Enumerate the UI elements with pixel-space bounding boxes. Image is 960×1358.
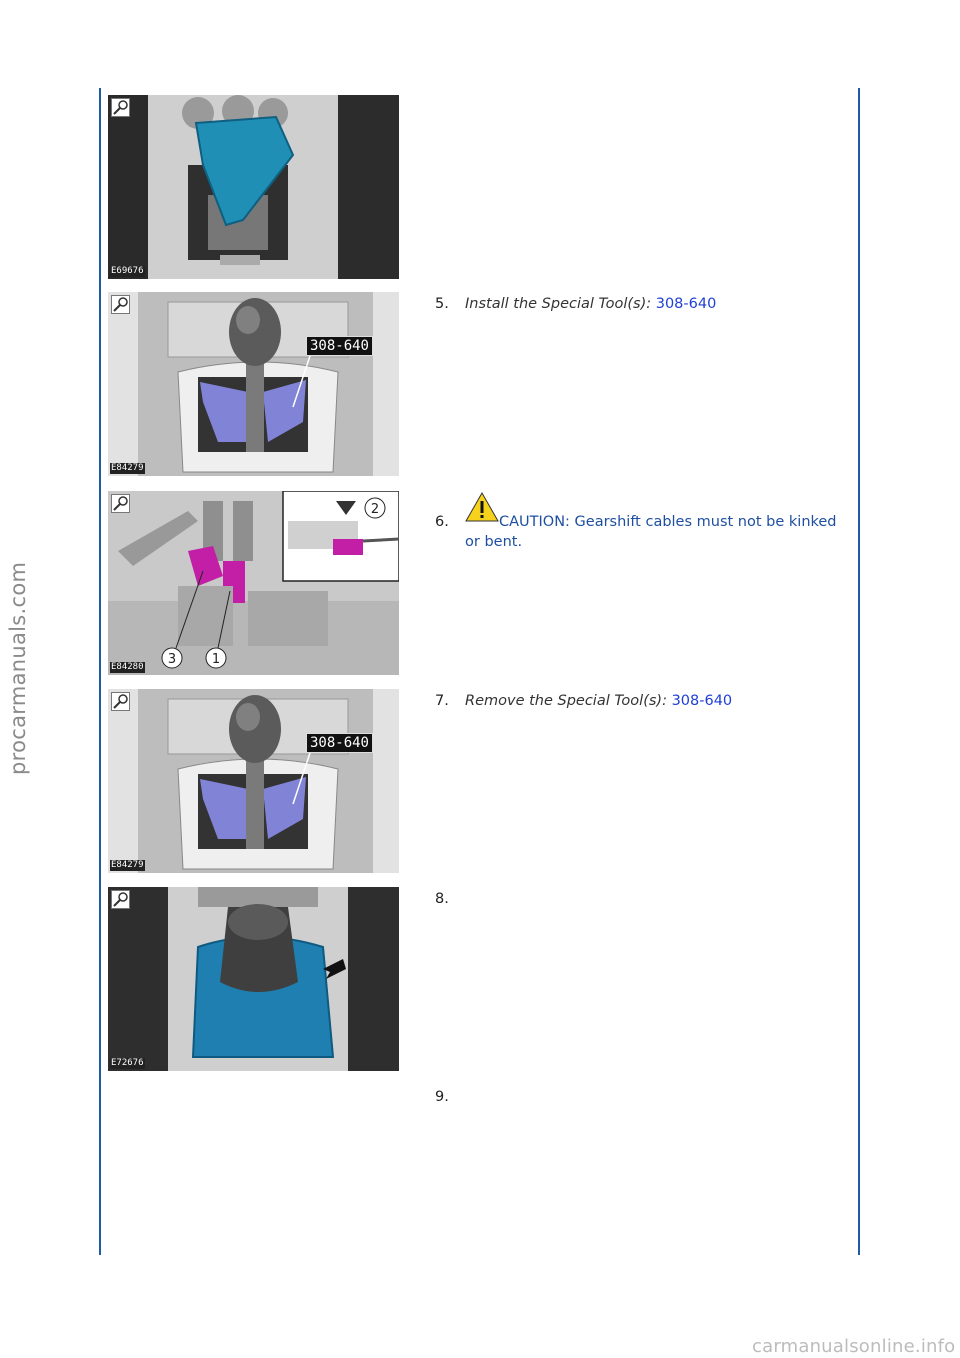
step-number: 8. (435, 891, 449, 907)
step-text: Install the Special Tool(s): (465, 296, 652, 312)
step-number: 9. (435, 1089, 449, 1105)
zoom-icon[interactable] (111, 890, 130, 909)
figure-code: E69676 (111, 266, 144, 276)
zoom-icon[interactable] (111, 494, 130, 513)
zoom-icon[interactable] (111, 295, 130, 314)
step-number: 6. (435, 514, 449, 530)
tool-callout: 308-640 (306, 733, 373, 753)
step-number: 5. (435, 296, 449, 312)
figure-remove-special-tool[interactable] (108, 689, 399, 873)
special-tool-link[interactable]: 308-640 (655, 296, 717, 312)
callout-label: 1 (211, 652, 221, 667)
figure-gearshift-cables[interactable] (108, 491, 399, 675)
figure-illustration (108, 887, 399, 1071)
zoom-icon[interactable] (111, 692, 130, 711)
caution-text: CAUTION: Gearshift cables must not be kinked or bent. (465, 514, 837, 550)
zoom-icon[interactable] (111, 98, 130, 117)
figure-illustration (108, 292, 399, 476)
right-border-rule (858, 88, 860, 1255)
special-tool-link[interactable]: 308-640 (671, 693, 733, 709)
left-border-rule (99, 88, 101, 1255)
figure-illustration (108, 491, 399, 675)
step-number: 7. (435, 693, 449, 709)
figure-gear-boot-removed[interactable] (108, 95, 399, 279)
callout-label: 2 (370, 502, 380, 517)
warning-icon (465, 492, 499, 522)
side-watermark: procarmanuals.com (6, 561, 30, 775)
figure-code: E84279 (111, 860, 144, 870)
callout-label: 3 (167, 652, 177, 667)
figure-code: E84280 (111, 662, 144, 672)
figure-gear-boot-installed[interactable] (108, 887, 399, 1071)
figure-illustration (108, 95, 399, 279)
figure-code: E72676 (111, 1058, 144, 1068)
figure-install-special-tool[interactable] (108, 292, 399, 476)
footer-watermark: carmanualsonline.info (752, 1336, 956, 1357)
figure-illustration (108, 689, 399, 873)
step-text: Remove the Special Tool(s): (465, 693, 667, 709)
tool-callout: 308-640 (306, 336, 373, 356)
figure-code: E84279 (111, 463, 144, 473)
